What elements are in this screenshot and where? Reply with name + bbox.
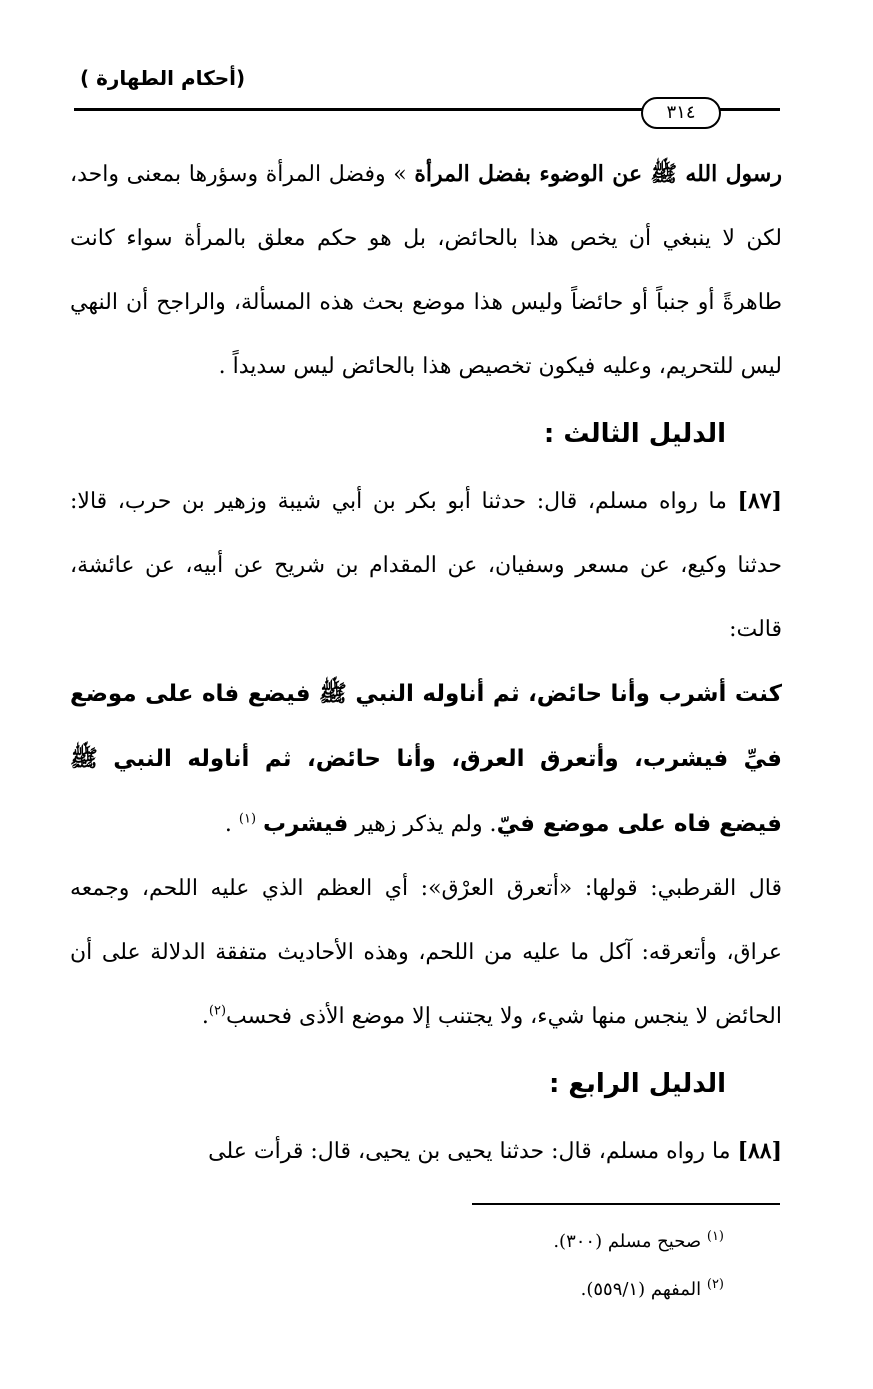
hadith-87-matn-bold: كنت أشرب وأنا حائض، ثم أناوله النبي ﷺ فيضع فاه على موضع فيِّ فيشرب، وأتعرق العرق، وأنا حائض، ثم أناوله النبي ﷺ فيضع فاه على موضع فيّ — [70, 681, 782, 837]
hadith-88-number: [٨٨] — [737, 1138, 782, 1164]
hadith-87-isnad — [70, 469, 782, 662]
footnotes — [400, 1218, 724, 1314]
footnote-rule — [472, 1203, 780, 1205]
footnote-1-text: صحيح مسلم (٣٠٠). — [553, 1231, 707, 1252]
qurtubi-text: قال القرطبي: قولها: «أتعرق العرْق»: أي العظم الذي عليه اللحم، وجمعه عراق، وأتعرقه: آكل ما عليه من اللحم، وهذه الأحاديث متفقة الدلالة على أن الحائض لا ينجس منها شيء، ولا يجتنب إلا موضع الأذى فحسب — [70, 876, 782, 1029]
hadith-87-end: . — [224, 812, 239, 837]
footnote-2-mark: (٢) — [706, 1277, 724, 1292]
heading-third-evidence: الدليل الثالث : — [543, 419, 726, 449]
paragraph-1-bold: رسول الله ﷺ عن الوضوء بفضل المرأة — [414, 161, 782, 187]
book-title: (أحكام الطهارة ) — [80, 66, 246, 90]
footnote-1-mark: (١) — [706, 1229, 724, 1244]
footnote-2-marker: (٢) — [208, 1003, 227, 1019]
hadith-87-note: . ولم يذكر زهير — [348, 812, 497, 837]
hadith-87-matn — [70, 662, 782, 857]
page-number: ٣١٤ — [641, 97, 721, 129]
hadith-88 — [70, 1119, 782, 1184]
footnote-1 — [400, 1218, 724, 1266]
footnote-2-text: المفهم (٥٥٩/١). — [580, 1279, 707, 1300]
heading-fourth-evidence: الدليل الرابع : — [548, 1069, 726, 1099]
hadith-87-isnad-text: ما رواه مسلم، قال: حدثنا أبو بكر بن أبي شيبة وزهير بن حرب، قالا: حدثنا وكيع، عن مسعر وسفيان، عن المقدام بن شريح عن أبيه، عن عائشة، قالت: — [70, 489, 782, 642]
qurtubi-end: . — [201, 1004, 209, 1029]
hadith-88-text: ما رواه مسلم، قال: حدثنا يحيى بن يحيى، قال: قرأت على — [208, 1139, 738, 1164]
footnote-1-marker: (١) — [238, 811, 257, 827]
footnote-2 — [400, 1266, 724, 1314]
paragraph-1-rest: » وفضل المرأة وسؤرها بمعنى واحد، لكن لا ينبغي أن يخص هذا بالحائض، بل هو حكم معلق بالمرأة سواء كانت طاهرةً أو جنباً أو حائضاً وليس هذا موضع بحث هذه المسألة، والراجح أن النهي ليس للتحريم، وعليه فيكون تخصيص هذا بالحائض ليس سديداً . — [70, 162, 782, 379]
hadith-87-note-bold: فيشرب — [263, 811, 349, 837]
hadith-87-number: [٨٧] — [737, 488, 782, 514]
body-text — [70, 142, 782, 1184]
qurtubi-paragraph — [70, 857, 782, 1049]
paragraph-1 — [70, 142, 782, 399]
